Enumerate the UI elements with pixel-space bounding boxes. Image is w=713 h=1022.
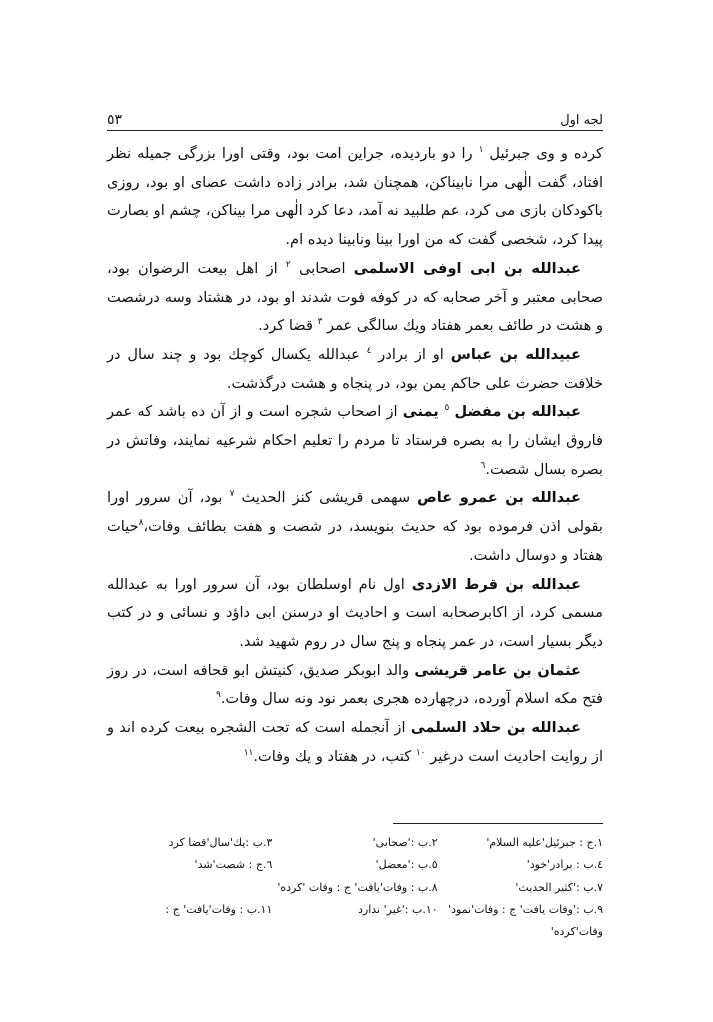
text-run: از آنجمله است که تحت الشجره بیعت کرده اند و از روایت احادیث است درغیر: [107, 719, 603, 765]
running-title: لجه اول: [560, 113, 603, 128]
footnote-ref: ١: [478, 145, 484, 156]
text-run: حیات هفتاد و دوسال داشت.: [107, 518, 603, 564]
footnote: ٤.ب : برادر'خود': [526, 858, 603, 872]
entry-name: عبدالله بن عمرو عاص: [417, 489, 582, 507]
text-run: سهمی قریشی کنز الحدیث: [241, 489, 418, 507]
text-run: را دو باردیده، جراین امت بود، وقتی اورا بزرگی جمیله نظر افتاد، گفت الٰهی مرا نابیناکن، همچنان شد، برادر زاده داشت عصای او بود، روزی باکودکان بازی می کرد، عم طلبید نه آمد، دعا کرد الٰهی مرا بیناکن، چشم او بصارت پیدا کرد، شخصی گفت که من اورا بینا ونابینا دیده ام.: [107, 145, 603, 249]
footnote-ref: ٨: [138, 518, 144, 529]
footnote: ٦.ج : شصت'شد': [194, 858, 273, 872]
text-run: عبدالله یکسال کوچك بود و چند سال در خلافت حضرت علی حاکم یمن بود، در پنجاه و هشت درگذشت.: [107, 345, 603, 392]
footnote-continuation: وفات'کرده': [550, 925, 603, 939]
footnote-row: [107, 854, 603, 876]
text-run: اصحابی: [298, 259, 354, 277]
footnote-ref: ٩: [215, 690, 221, 701]
footnote: ١٠.ب :'غیر' ندارد: [358, 902, 438, 916]
text-run: از اصحاب شجره است و از آن ده باشد که عمر فاروق ایشان را به بصره فرستاد تا مردم را تعلیم احکام شرعیه نمایند، وفاتش در بصره بسال شصت.: [107, 403, 603, 478]
footnote-row: [107, 921, 603, 943]
text-run: والد ابوبکر صدیق، کنیتش ابو قحافه است، در روز فتح مکه اسلام آورده، درچهارده هجری بعمر نود ونه سال وفات.: [107, 661, 603, 708]
footnote: ٨.ب : وفات'یافت' ج : وفات 'کرده': [277, 880, 438, 894]
text-run: از اهل بیعت الرضوان بود، صحابی معتبر و آخر صحابه که در کوفه فوت شدند او بود، در هشتاد وسه درشصت و هشت در طائف بعمر هفتاد ویك سالگی عمر: [107, 259, 603, 335]
text-run: او از برادر: [378, 345, 451, 363]
main-text: [107, 140, 603, 771]
text-run: کرده و وی جبرئیل: [489, 145, 603, 162]
footnote-ref: ١١: [243, 747, 254, 758]
footnote-ref: ٣: [317, 317, 323, 328]
footnote-ref: ٧: [229, 489, 235, 500]
text-run: اول نام اوسلطان بود، آن سرور اورا به عبدالله مسمی کرد، از اکابرصحابه است و احادیث او درسنن ابی داؤد و نسائی و در کتب دیگر بسیار است، در عمر پنجاه و پنج سال در روم شهید شد.: [107, 575, 603, 650]
footnote: ٢.ب :'صحابی': [372, 836, 438, 849]
entry-name: عبدالله بن حلاد السلمی: [410, 719, 581, 737]
text-run: بود، آن سرور اورا بقولی اذن فرموده بود که حدیث بنویسد، در شصت و هفت بطائف وفات،: [107, 489, 603, 536]
entry-name: عثمان بن عامر قریشی: [414, 661, 582, 679]
footnote-ref: ٥: [444, 403, 450, 414]
entry-paragraph: [107, 341, 603, 398]
entry-paragraph: [107, 255, 603, 341]
footnote-row: [107, 899, 603, 921]
page-header: [107, 104, 603, 128]
footnote: ١.ج : جبرئیل'علیه السلام': [486, 836, 603, 849]
entry-name: عبدالله بن ابی اوفی الاسلمی: [353, 259, 581, 277]
footnote-rule: [393, 823, 603, 824]
page-number: ٥٣: [107, 112, 123, 128]
footnote-ref: ٢: [285, 259, 291, 270]
footnote: ٩.ب :'وفات یافت' ج : وفات'نمود': [448, 902, 603, 916]
footnote-ref: ٦: [480, 460, 486, 471]
footnote: ٥.ب :'معضل': [375, 858, 438, 872]
header-rule: [107, 130, 603, 131]
footnote: ٣.ب :یك'سال'قضا کرد: [168, 836, 273, 849]
footnotes: [107, 832, 603, 943]
paragraph: [107, 140, 603, 255]
footnote-row: [107, 832, 603, 854]
footnote-ref: ٤: [366, 346, 372, 357]
footnote-ref: ١٠: [415, 747, 426, 758]
footnote-row: [107, 877, 603, 899]
entry-paragraph: [107, 398, 603, 484]
entry-paragraph: [107, 484, 603, 570]
entry-name: عبدالله بن مفضل: [454, 403, 581, 421]
entry-paragraph: [107, 714, 603, 771]
text-run: کتب، در هفتاد و یك وفات.: [253, 747, 416, 765]
entry-paragraph: [107, 571, 603, 657]
footnote: ٧.ب :'کثیر الحدیث': [515, 880, 603, 894]
entry-paragraph: [107, 657, 603, 714]
entry-name: عبدالله بن قرط الازدی: [411, 575, 581, 593]
entry-name: عبیدالله بن عباس: [450, 345, 581, 363]
footnote: ١١.ب : وفات'یافت' ج :: [165, 902, 273, 916]
entry-name-cont: یمنی: [402, 403, 445, 421]
text-run: قضا کرد.: [258, 317, 318, 335]
